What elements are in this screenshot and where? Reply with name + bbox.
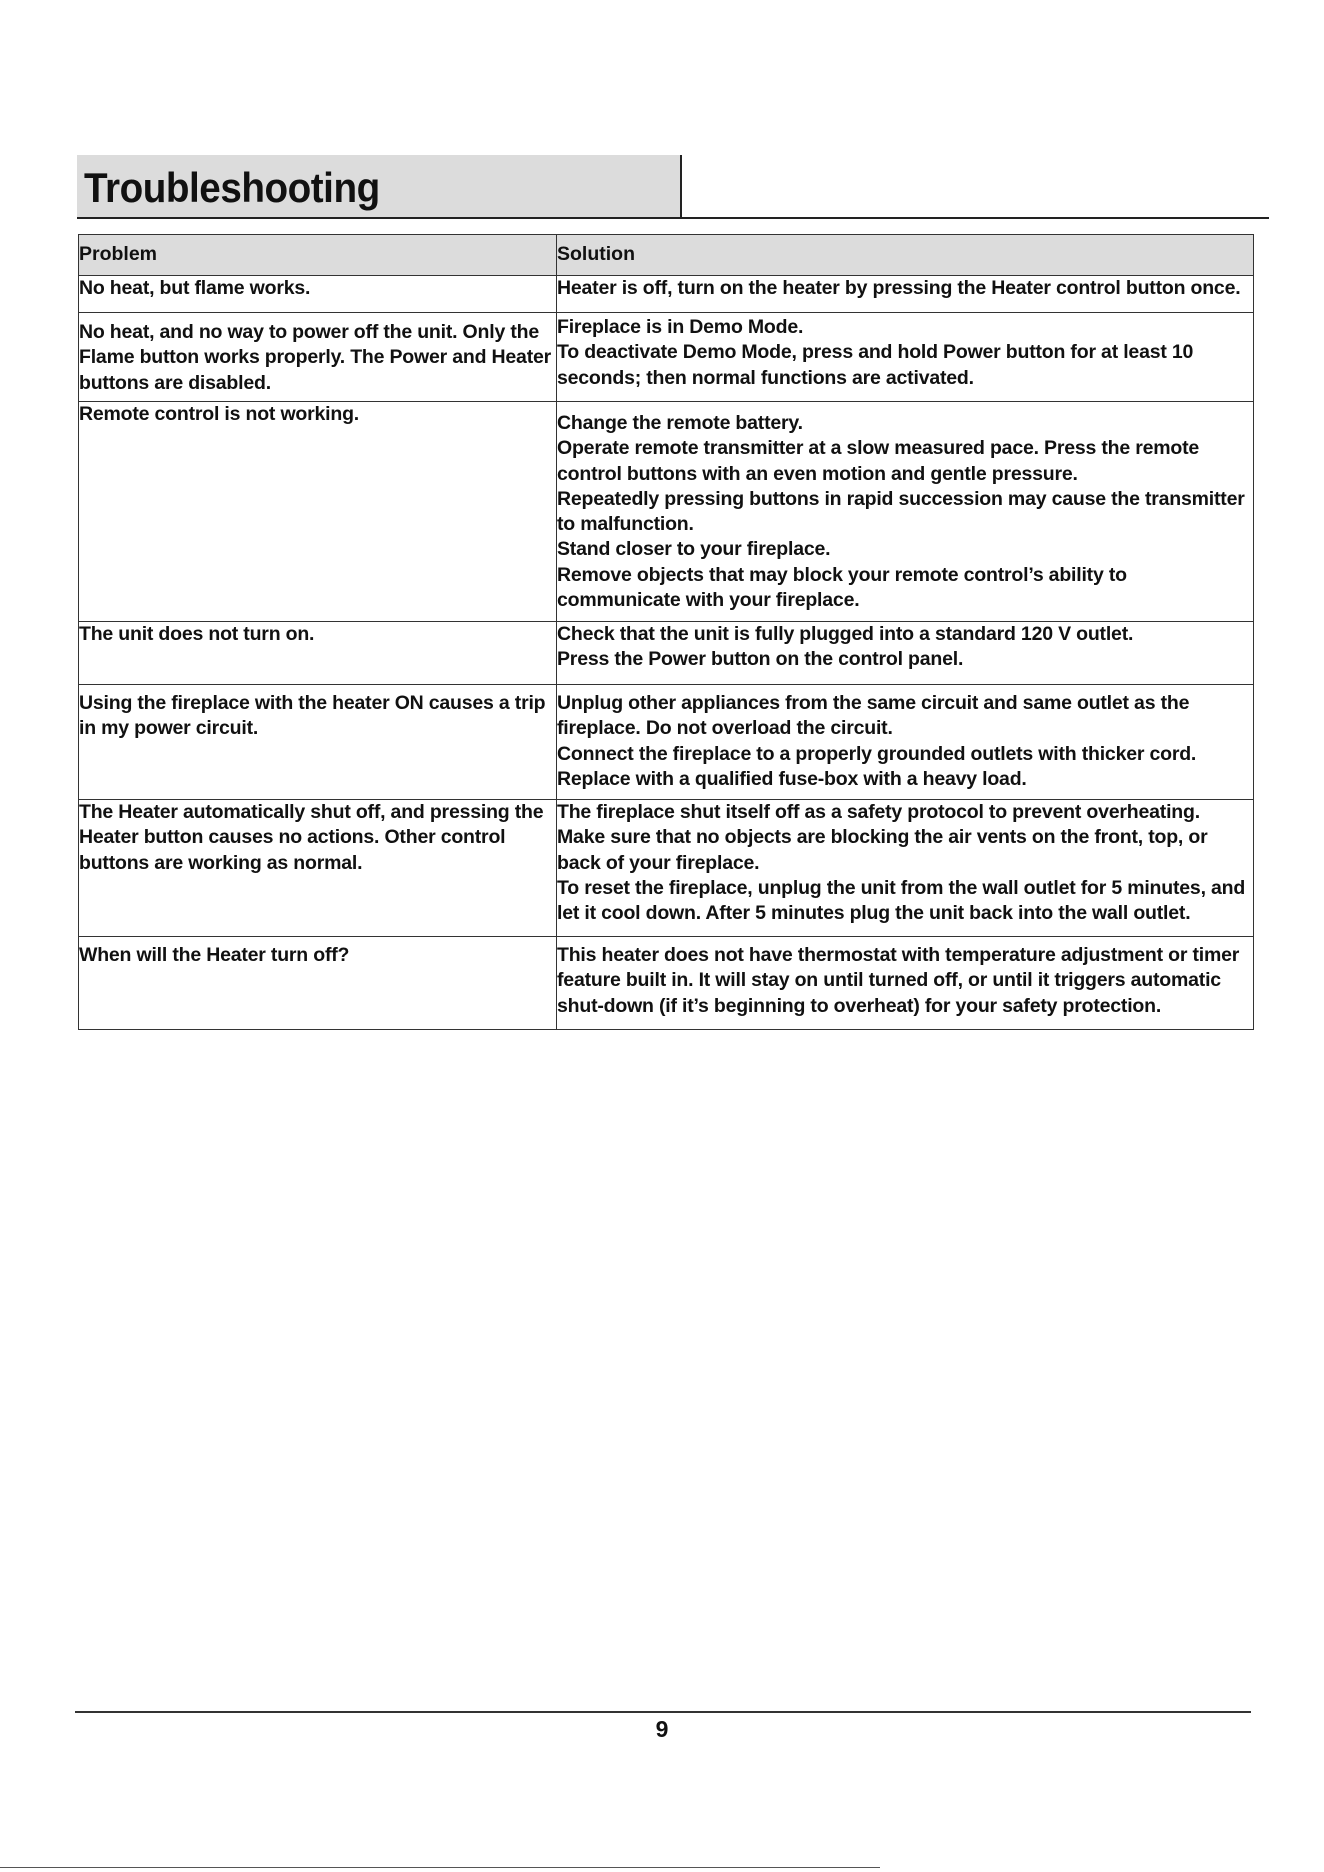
solution-cell [557,276,1254,313]
solution-text: The fireplace shut itself off as a safety protocol to prevent overheating. [557,801,1200,823]
table-row [79,937,1254,1030]
solution-text: This heater does not have thermostat with temperature adjustment or timer feature built in. It will stay on until turned off, or until it triggers automatic shut-down (if it’s beginning to overheat) for your safety protection. [557,944,1240,1017]
problem-cell [79,685,557,800]
problem-cell [79,937,557,1030]
solution-cell [557,402,1254,622]
column-header-solution: Solution [557,235,1254,276]
solution-text: Replace with a qualified fuse-box with a heavy load. [557,767,1027,790]
solution-text: Change the remote battery. [557,412,803,434]
table-row [79,800,1254,937]
solution-text: Repeatedly pressing buttons in rapid succession may cause the transmitter to malfunction. [557,487,1245,536]
solution-text: Fireplace is in Demo Mode. [557,316,804,338]
solution-text: Check that the unit is fully plugged into a standard 120 V outlet. [557,623,1134,645]
solution-text: Stand closer to your fireplace. [557,538,831,561]
problem-cell [79,622,557,685]
solution-text: Connect the fireplace to a properly grounded outlets with thicker cord. [557,742,1197,765]
troubleshooting-table [78,234,1254,1030]
solution-cell [557,313,1254,402]
table-row [79,402,1254,622]
solution-text: To reset the fireplace, unplug the unit from the wall outlet for 5 minutes, and let it cool down. After 5 minutes plug the unit back into the wall outlet. [557,876,1246,925]
problem-text: Using the fireplace with the heater ON causes a trip in my power circuit. [79,692,546,740]
solution-text: Make sure that no objects are blocking the air vents on the front, top, or back of your fireplace. [557,826,1208,874]
column-header-problem: Problem [79,235,557,276]
solution-cell [557,937,1254,1030]
title-divider-vertical [680,155,682,218]
problem-text: No heat, and no way to power off the unit. Only the Flame button works properly. The Power and Heater buttons are disabled. [79,321,552,394]
solution-text: Heater is off, turn on the heater by pressing the Heater control button once. [557,277,1241,299]
problem-cell [79,276,557,313]
problem-cell [79,402,557,622]
page-title: Troubleshooting [84,164,380,211]
problem-cell [79,800,557,937]
problem-cell [79,313,557,402]
title-underline [77,217,1269,219]
table-row [79,685,1254,800]
table-header-row [79,235,1254,276]
table-row [79,313,1254,402]
solution-cell [557,685,1254,800]
problem-text: The Heater automatically shut off, and pressing the Heater button causes no actions. Other control buttons are working as normal. [79,801,544,874]
problem-text: When will the Heater turn off? [79,944,350,966]
footer-rule [75,1711,1251,1713]
bottom-edge-rule [0,1867,880,1868]
problem-text: No heat, but flame works. [79,277,311,299]
page-number: 9 [655,1716,669,1742]
solution-text: Remove objects that may block your remote control’s ability to communicate with your fireplace. [557,563,1127,612]
solution-text: Unplug other appliances from the same circuit and same outlet as the fireplace. Do not overload the circuit. [557,692,1190,740]
solution-cell [557,800,1254,937]
problem-text: The unit does not turn on. [79,623,315,645]
solution-text: To deactivate Demo Mode, press and hold Power button for at least 10 seconds; then normal functions are activated. [557,341,1194,389]
solution-text: Press the Power button on the control panel. [557,648,964,671]
table-row [79,622,1254,685]
solution-text: Operate remote transmitter at a slow measured pace. Press the remote control buttons with an even motion and gentle pressure. [557,437,1200,485]
problem-text: Remote control is not working. [79,403,360,425]
solution-cell [557,622,1254,685]
table-row [79,276,1254,313]
